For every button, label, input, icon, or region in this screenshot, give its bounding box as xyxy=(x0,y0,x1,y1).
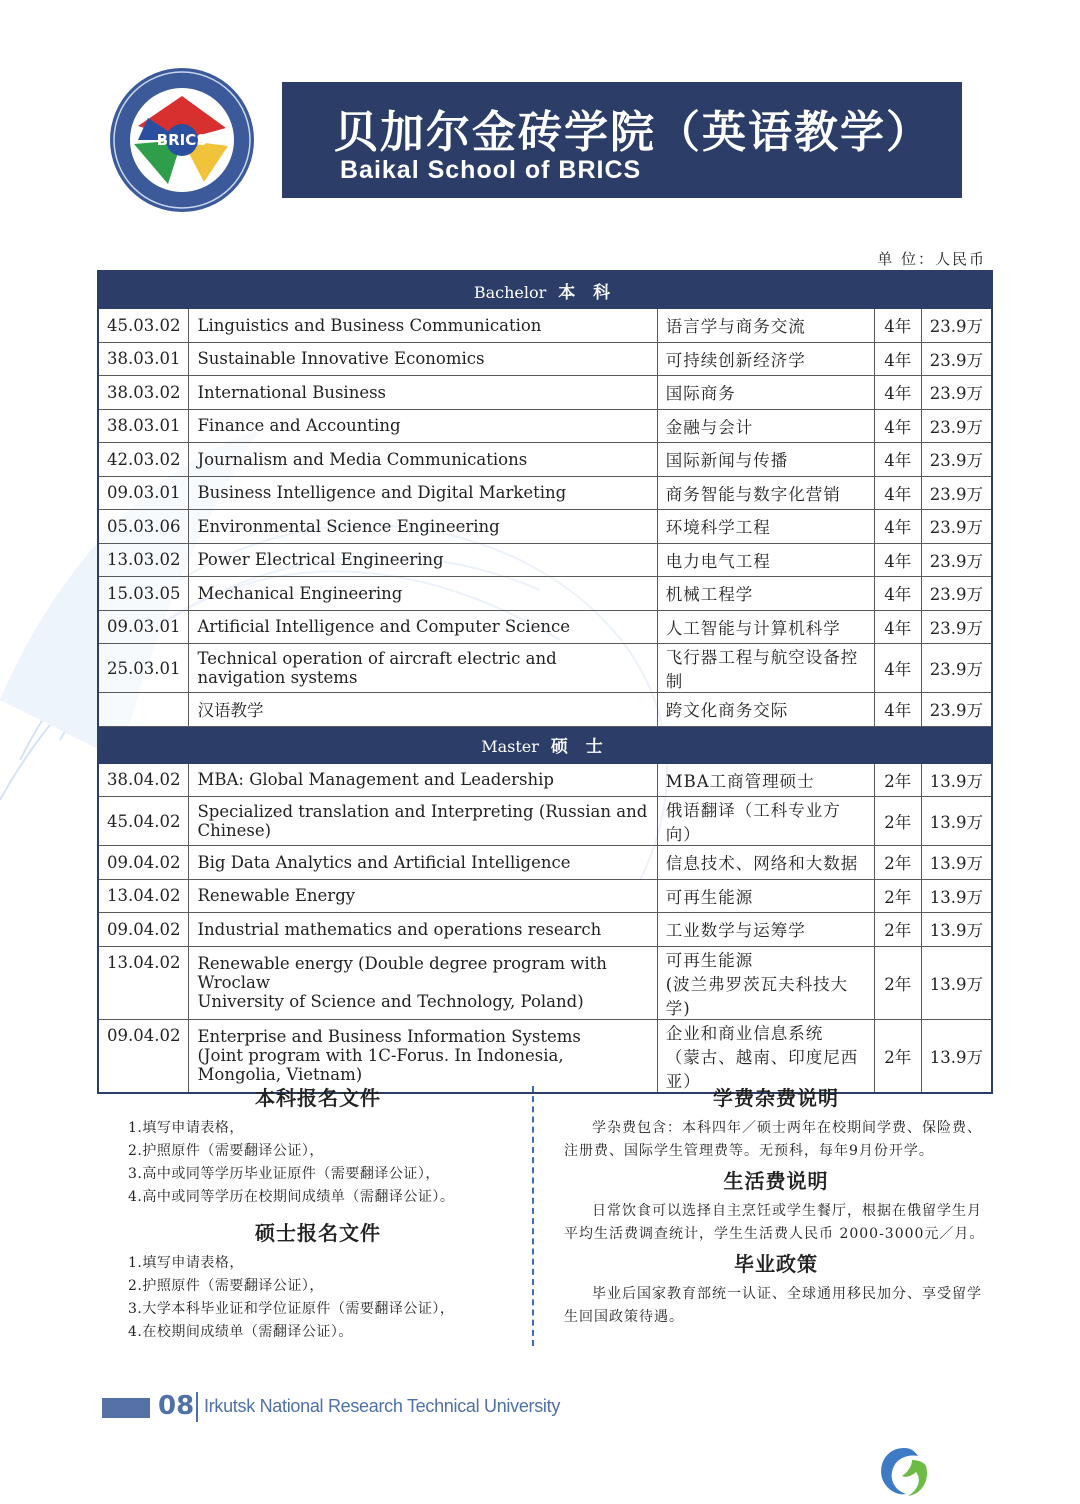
program-name-cn: 机械工程学 xyxy=(657,577,874,611)
program-fee: 13.9万 xyxy=(921,1019,992,1093)
column-divider xyxy=(532,1086,534,1346)
program-fee: 23.9万 xyxy=(921,510,992,544)
program-duration: 4年 xyxy=(874,376,921,410)
living-note-title: 生活费说明 xyxy=(723,1169,829,1193)
program-name-cn: 信息技术、网络和大数据 xyxy=(657,846,874,880)
footer-accent-bar xyxy=(102,1398,150,1418)
program-name: Mechanical Engineering xyxy=(189,577,657,611)
program-name: Business Intelligence and Digital Marketing xyxy=(189,476,657,510)
tuition-table xyxy=(97,270,993,1094)
program-name-cn-line: (波兰弗罗茨瓦夫科技大学) xyxy=(665,974,849,1018)
table-row xyxy=(98,309,992,343)
table-row xyxy=(98,693,992,727)
table-row xyxy=(98,879,992,913)
page-title: 贝加尔金砖学院（英语教学） xyxy=(334,107,932,158)
program-name: International Business xyxy=(189,376,657,410)
program-fee: 13.9万 xyxy=(921,797,992,846)
list-item: 4.高中或同等学历在校期间成绩单（需翻译公证）。 xyxy=(128,1189,455,1205)
bachelor-docs-title: 本科报名文件 xyxy=(255,1086,381,1110)
table-row xyxy=(98,543,992,577)
program-name-cn: 人工智能与计算机科学 xyxy=(657,610,874,644)
program-name-line: Renewable energy (Double degree program with Wroclaw xyxy=(197,954,607,992)
program-name-cn: 商务智能与数字化营销 xyxy=(657,476,874,510)
program-name-cn: 跨文化商务交际 xyxy=(657,693,874,727)
program-code: 05.03.06 xyxy=(98,510,189,544)
program-fee: 23.9万 xyxy=(921,577,992,611)
program-name-cn: 金融与会计 xyxy=(657,409,874,443)
program-fee: 23.9万 xyxy=(921,644,992,693)
list-item: 2.护照原件（需要翻译公证）， xyxy=(128,1278,324,1294)
program-name: Technical operation of aircraft electric and navigation systems xyxy=(189,644,657,693)
program-name: Industrial mathematics and operations research xyxy=(189,913,657,947)
program-code: 09.04.02 xyxy=(98,846,189,880)
page-number: 08 xyxy=(158,1391,195,1421)
program-name: 汉语教学 xyxy=(189,693,657,727)
program-fee: 23.9万 xyxy=(921,610,992,644)
program-name-cn: 语言学与商务交流 xyxy=(657,309,874,343)
program-duration: 4年 xyxy=(874,443,921,477)
table-row xyxy=(98,443,992,477)
program-name-cn: 飞行器工程与航空设备控制 xyxy=(657,644,874,693)
program-code: 13.03.02 xyxy=(98,543,189,577)
program-name-cn-line: （蒙古、越南、印度尼西亚） xyxy=(665,1047,859,1091)
program-name: Sustainable Innovative Economics xyxy=(189,342,657,376)
program-code: 15.03.05 xyxy=(98,577,189,611)
program-name-cn: 可再生能源 xyxy=(657,879,874,913)
program-name-cn: MBA工商管理硕士 xyxy=(657,763,874,797)
program-code: 25.03.01 xyxy=(98,644,189,693)
program-name: Journalism and Media Communications xyxy=(189,443,657,477)
program-code: 38.04.02 xyxy=(98,763,189,797)
university-logo-icon xyxy=(876,1444,932,1500)
program-fee: 23.9万 xyxy=(921,543,992,577)
program-name: Finance and Accounting xyxy=(189,409,657,443)
program-code: 38.03.01 xyxy=(98,342,189,376)
brics-logo xyxy=(108,66,256,214)
program-code: 09.03.01 xyxy=(98,610,189,644)
program-duration: 4年 xyxy=(874,644,921,693)
program-name-line: University of Science and Technology, Poland) xyxy=(197,992,584,1011)
program-code: 38.03.01 xyxy=(98,409,189,443)
section-label-en: Master xyxy=(481,737,539,756)
program-name-line: (Joint program with 1C-Forus. In Indonesia, Mongolia, Vietnam) xyxy=(197,1046,564,1084)
policy-notes-column xyxy=(564,1080,988,1331)
bachelor-docs-list xyxy=(128,1117,508,1209)
program-duration: 4年 xyxy=(874,510,921,544)
program-duration: 4年 xyxy=(874,577,921,611)
table-row xyxy=(98,476,992,510)
program-name-cn: 环境科学工程 xyxy=(657,510,874,544)
table-row xyxy=(98,510,992,544)
program-duration: 4年 xyxy=(874,693,921,727)
program-name-cn-line: 企业和商业信息系统 xyxy=(665,1023,824,1043)
list-item: 1.填写申请表格， xyxy=(128,1120,244,1136)
program-name-cn: 国际商务 xyxy=(657,376,874,410)
program-duration: 2年 xyxy=(874,763,921,797)
program-name: Linguistics and Business Communication xyxy=(189,309,657,343)
program-name-cn-line: 可再生能源 xyxy=(665,950,754,970)
program-fee: 13.9万 xyxy=(921,763,992,797)
program-name: Specialized translation and Interpreting (Russian and Chinese) xyxy=(189,797,657,846)
program-name-line: Enterprise and Business Information Systems xyxy=(197,1027,581,1046)
table-row xyxy=(98,846,992,880)
program-name xyxy=(189,946,657,1019)
master-docs-list xyxy=(128,1252,508,1344)
program-fee: 13.9万 xyxy=(921,913,992,947)
program-code: 09.04.02 xyxy=(98,913,189,947)
program-name: MBA: Global Management and Leadership xyxy=(189,763,657,797)
table-row xyxy=(98,763,992,797)
section-label-cn: 硕 士 xyxy=(550,737,609,757)
section-label-en: Bachelor xyxy=(473,282,547,302)
program-name-cn: 电力电气工程 xyxy=(657,543,874,577)
program-duration: 2年 xyxy=(874,946,921,1019)
program-code xyxy=(98,693,189,727)
footer-university-name: Irkutsk National Research Technical University xyxy=(204,1396,561,1416)
program-code: 09.04.02 xyxy=(98,1019,189,1093)
program-duration: 2年 xyxy=(874,879,921,913)
program-name: Big Data Analytics and Artificial Intelligence xyxy=(189,846,657,880)
program-name: Power Electrical Engineering xyxy=(189,543,657,577)
program-code: 13.04.02 xyxy=(98,879,189,913)
graduation-note-text: 毕业后国家教育部统一认证、全球通用移民加分、享受留学生回国政策待遇。 xyxy=(564,1286,982,1325)
list-item: 3.大学本科毕业证和学位证原件（需要翻译公证）， xyxy=(128,1301,455,1317)
program-name-cn xyxy=(657,946,874,1019)
program-fee: 23.9万 xyxy=(921,376,992,410)
program-fee: 23.9万 xyxy=(921,443,992,477)
program-fee: 23.9万 xyxy=(921,409,992,443)
table-row xyxy=(98,342,992,376)
master-docs-title: 硕士报名文件 xyxy=(255,1221,381,1245)
table-row xyxy=(98,946,992,1019)
program-name: Environmental Science Engineering xyxy=(189,510,657,544)
program-duration: 4年 xyxy=(874,543,921,577)
program-fee: 23.9万 xyxy=(921,342,992,376)
footer-separator xyxy=(196,1392,198,1422)
program-fee: 13.9万 xyxy=(921,846,992,880)
program-fee: 23.9万 xyxy=(921,476,992,510)
program-name: Renewable Energy xyxy=(189,879,657,913)
program-fee: 23.9万 xyxy=(921,309,992,343)
table-row xyxy=(98,913,992,947)
program-duration: 4年 xyxy=(874,342,921,376)
table-row xyxy=(98,577,992,611)
program-code: 09.03.01 xyxy=(98,476,189,510)
program-duration: 4年 xyxy=(874,409,921,443)
program-duration: 2年 xyxy=(874,913,921,947)
table-row xyxy=(98,376,992,410)
program-name: Artificial Intelligence and Computer Science xyxy=(189,610,657,644)
program-duration: 2年 xyxy=(874,846,921,880)
title-banner xyxy=(282,82,962,198)
program-name-cn: 可持续创新经济学 xyxy=(657,342,874,376)
graduation-note-title: 毕业政策 xyxy=(734,1252,818,1276)
program-duration: 4年 xyxy=(874,309,921,343)
list-item: 2.护照原件（需要翻译公证）， xyxy=(128,1143,324,1159)
table-row xyxy=(98,610,992,644)
program-duration: 4年 xyxy=(874,610,921,644)
fees-note-text: 学杂费包含：本科四年／硕士两年在校期间学费、保险费、注册费、国际学生管理费等。无预科，每年9月份开学。 xyxy=(564,1120,982,1159)
page-subtitle: Baikal School of BRICS xyxy=(340,156,642,184)
list-item: 1.填写申请表格， xyxy=(128,1255,244,1271)
program-name-cn: 俄语翻译（工科专业方向） xyxy=(657,797,874,846)
logo-text: BRICS xyxy=(156,131,208,149)
list-item: 3.高中或同等学历毕业证原件（需要翻译公证）， xyxy=(128,1166,440,1182)
program-fee: 13.9万 xyxy=(921,879,992,913)
program-name-cn: 工业数学与运筹学 xyxy=(657,913,874,947)
section-header-master xyxy=(98,726,992,763)
program-duration: 4年 xyxy=(874,476,921,510)
fees-note-title: 学费杂费说明 xyxy=(713,1086,839,1110)
living-note-text: 日常饮食可以选择自主烹饪或学生餐厅，根据在俄留学生月平均生活费调查统计，学生生活费人民币 2000-3000元／月。 xyxy=(564,1203,985,1242)
table-row xyxy=(98,409,992,443)
table-row xyxy=(98,797,992,846)
program-code: 42.03.02 xyxy=(98,443,189,477)
section-label-cn: 本 科 xyxy=(558,282,617,303)
program-code: 45.04.02 xyxy=(98,797,189,846)
program-duration: 2年 xyxy=(874,1019,921,1093)
program-duration: 2年 xyxy=(874,797,921,846)
program-fee: 13.9万 xyxy=(921,946,992,1019)
program-name-cn: 国际新闻与传播 xyxy=(657,443,874,477)
section-header-bachelor xyxy=(98,271,992,309)
program-fee: 23.9万 xyxy=(921,693,992,727)
program-code: 45.03.02 xyxy=(98,309,189,343)
currency-unit-label: 单 位：人民币 xyxy=(877,250,986,268)
program-code: 13.04.02 xyxy=(98,946,189,1019)
table-row xyxy=(98,644,992,693)
program-code: 38.03.02 xyxy=(98,376,189,410)
list-item: 4.在校期间成绩单（需翻译公证）。 xyxy=(128,1324,353,1340)
application-docs-column xyxy=(128,1080,508,1344)
